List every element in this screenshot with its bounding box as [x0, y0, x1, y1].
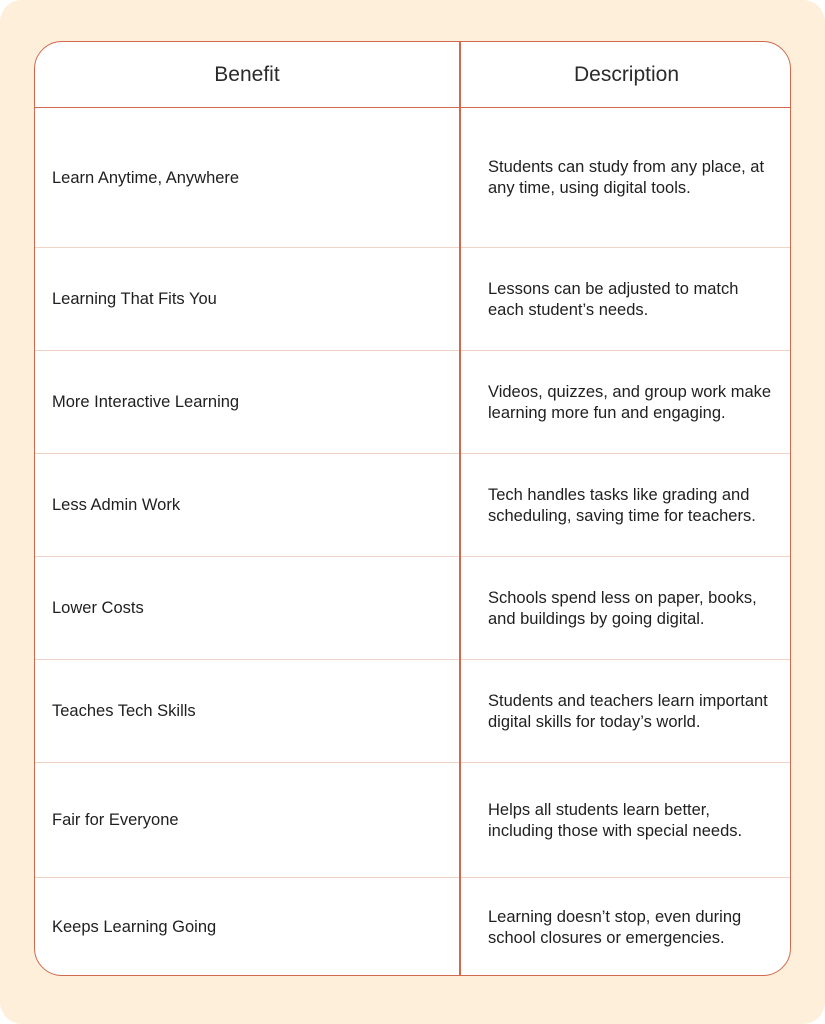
benefit-cell: Learn Anytime, Anywhere — [52, 168, 240, 187]
benefit-cell: Teaches Tech Skills — [52, 702, 196, 720]
benefit-cell: Fair for Everyone — [52, 811, 179, 829]
benefit-cell: Keeps Learning Going — [52, 918, 217, 936]
description-cell: Tech handles tasks like grading and scheduling, saving time for teachers. — [488, 485, 756, 525]
table-row — [35, 454, 790, 557]
description-cell: Students can study from any place, at any time, using digital tools. — [488, 158, 765, 197]
table-row — [35, 557, 790, 660]
table-row — [35, 108, 790, 248]
benefit-cell: Learning That Fits You — [52, 290, 217, 308]
table-row — [35, 660, 790, 763]
column-divider — [459, 42, 461, 975]
table-row — [35, 351, 790, 454]
benefit-cell: More Interactive Learning — [52, 393, 240, 411]
description-cell: Helps all students learn better, including those with special needs. — [488, 800, 743, 840]
benefits-table — [34, 41, 791, 976]
table-row — [35, 248, 790, 351]
table-row — [35, 878, 790, 976]
description-cell: Students and teachers learn important digital skills for today’s world. — [488, 691, 768, 731]
benefit-cell: Lower Costs — [52, 599, 144, 617]
description-cell: Learning doesn’t stop, even during school closures or emergencies. — [488, 907, 742, 947]
table-row — [35, 763, 790, 878]
description-cell: Lessons can be adjusted to match each student’s needs. — [488, 279, 739, 319]
header-description: Description — [573, 62, 680, 86]
description-cell: Schools spend less on paper, books, and buildings by going digital. — [488, 588, 757, 628]
description-cell: Videos, quizzes, and group work make learning more fun and engaging. — [488, 382, 772, 422]
benefit-cell: Less Admin Work — [52, 496, 181, 514]
header-benefit: Benefit — [214, 62, 280, 86]
table-header-row — [35, 42, 790, 108]
